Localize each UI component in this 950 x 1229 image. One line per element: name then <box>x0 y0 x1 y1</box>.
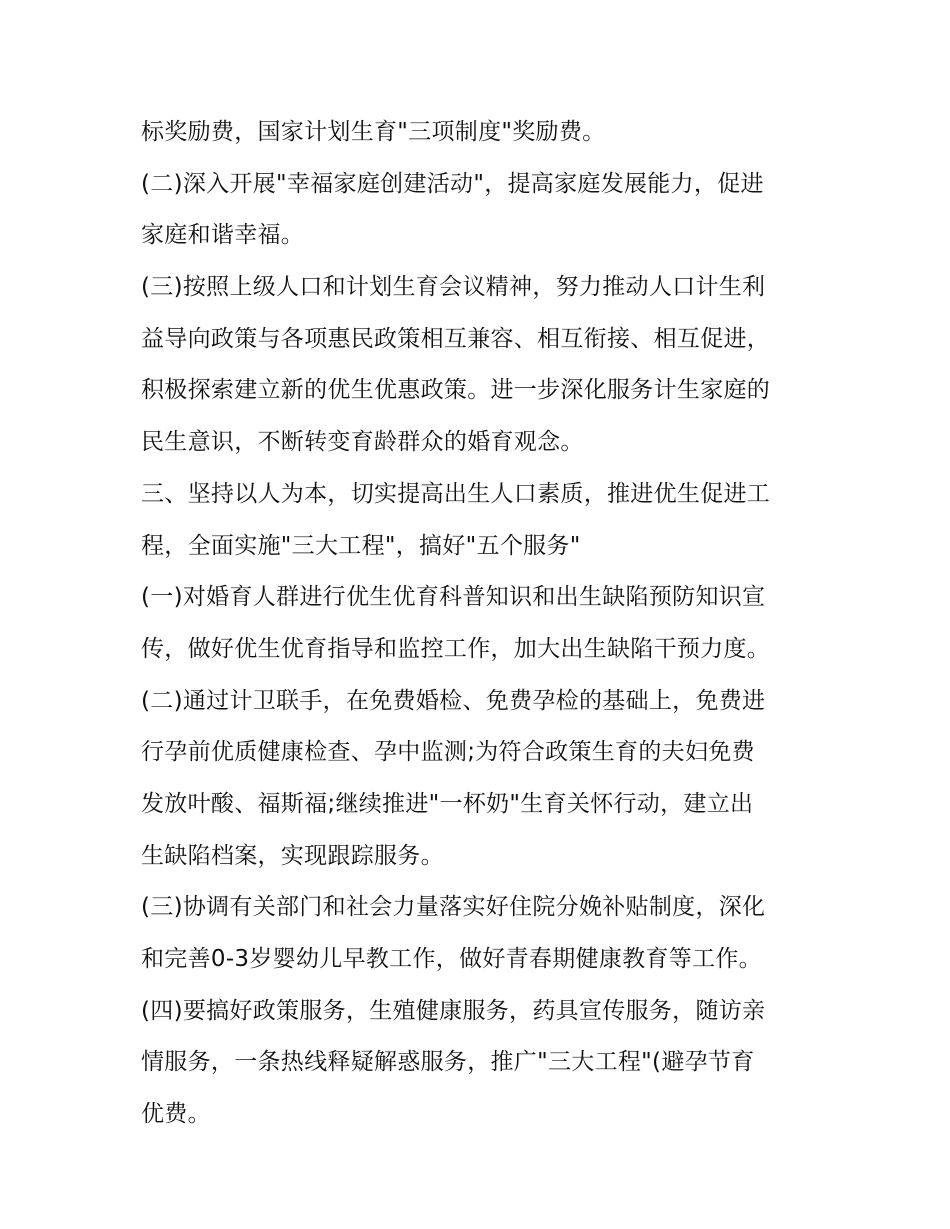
text-line: (三)协调有关部门和社会力量落实好住院分娩补贴制度，深化 <box>141 894 766 921</box>
text-line: 生缺陷档案，实现跟踪服务。 <box>141 842 444 869</box>
text-line: (一)对婚育人群进行优生优育科普知识和出生缺陷预防知识宣 <box>141 584 766 611</box>
text-line: 程，全面实施"三大工程"，搞好"五个服务" <box>141 532 581 559</box>
text-line: (三)按照上级人口和计划生育会议精神，努力推动人口计生利 <box>141 274 766 301</box>
text-line: 益导向政策与各项惠民政策相互兼容、相互衔接、相互促进， <box>141 325 771 352</box>
text-line: 家庭和谐幸福。 <box>141 222 305 249</box>
text-line: 传，做好优生优育指导和监控工作，加大出生缺陷干预力度。 <box>141 635 771 662</box>
text-line: 情服务，一条热线释疑解惑服务，推广"三大工程"(避孕节育 <box>141 1049 755 1076</box>
document-body <box>141 107 821 1141</box>
text-line: 和完善0-3岁婴幼儿早教工作，做好青春期健康教育等工作。 <box>141 946 762 972</box>
text-line: 积极探索建立新的优生优惠政策。进一步深化服务计生家庭的 <box>141 377 771 404</box>
text-line: 发放叶酸、福斯福;继续推进"一杯奶"生育关怀行动，建立出 <box>141 790 754 817</box>
text-line: 民生意识，不断转变育龄群众的婚育观念。 <box>141 429 584 456</box>
text-line: 三、坚持以人为本，切实提高出生人口素质，推进优生促进工 <box>141 480 771 507</box>
text-line: (四)要搞好政策服务，生殖健康服务，药具宣传服务，随访亲 <box>141 997 766 1024</box>
text-line: 行孕前优质健康检查、孕中监测;为符合政策生育的夫妇免费 <box>141 739 755 766</box>
text-line: (二)深入开展"幸福家庭创建活动"，提高家庭发展能力，促进 <box>141 170 764 197</box>
text-line: 标奖励费，国家计划生育"三项制度"奖励费。 <box>141 119 606 145</box>
text-line: (二)通过计卫联手，在免费婚检、免费孕检的基础上，免费进 <box>141 687 766 714</box>
text-line: 优费。 <box>141 1101 211 1128</box>
